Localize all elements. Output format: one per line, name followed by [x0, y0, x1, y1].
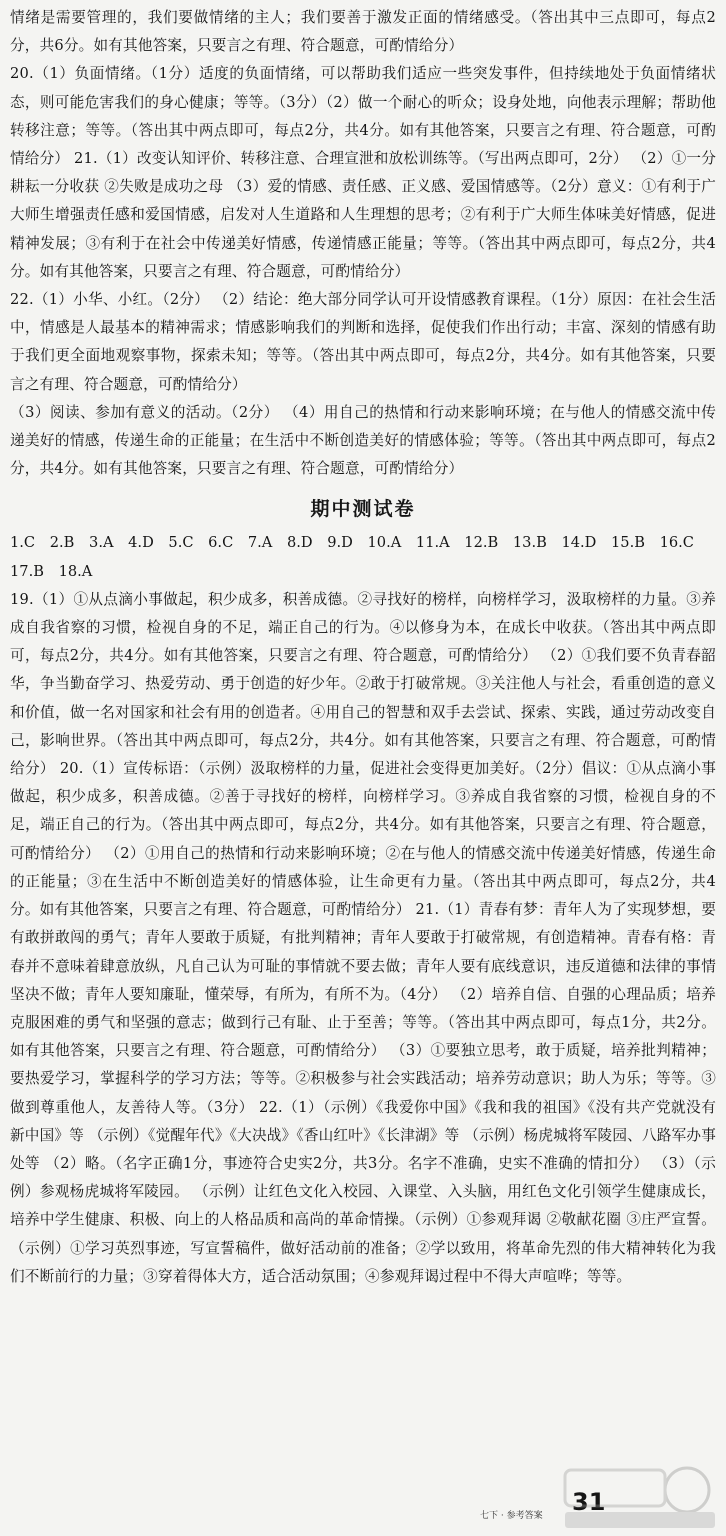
section-title: 期中测试卷 — [310, 498, 416, 521]
choice-answer: 12.B — [464, 534, 499, 552]
answer-page — [10, 4, 716, 1291]
multiple-choice-answers — [10, 529, 716, 585]
choice-answer: 2.B — [49, 534, 75, 552]
choice-answer: 13.B — [512, 534, 547, 552]
choice-answer: 14.D — [561, 534, 597, 552]
choice-answer: 11.A — [415, 534, 450, 552]
answer-paragraph: 22.（1）小华、小红。（2分） （2）结论：绝大部分同学认可开设情感教育课程。（1分）原因：在社会生活中，情感是人最基本的精神需求；情感影响我们的判断和选择，促使我们作出行动；丰富、深刻的情感有助于我们更全面地观察事物，探索未知；等等。（答出其中两点即可，每点2分，共4分。如有其他答案，只要言之有理、符合题意，可酌情给分） — [10, 291, 716, 393]
choice-answer: 17.B — [10, 562, 44, 580]
footer-label: 七下 · 参考答案 — [480, 1511, 543, 1521]
answer-paragraph: 20.（1）负面情绪。（1分）适度的负面情绪，可以帮助我们适应一些突发事件，但持续地处于负面情绪状态，则可能危害我们的身心健康；等等。（3分）（2）做一个耐心的听众；设身处地，向他表示理解；帮助他转移注意；等等。（答出其中两点即可，每点2分，共4分。如有其他答案，只要言之有理、符合题意，可酌情给分） 21.（1）改变认知评价、转移注意、合理宣泄和放松训练等。（写出两点即可，2分） （2）①一分耕耘一分收获 ②失败是成功之母 （3）爱的情感、责任感、正义感、爱国情感等。（2分）意义：①有利于广大师生增强责任感和爱国情感，启发对人生道路和人生理想的思考；②有利于广大师生体味美好情感，促进精神发展；③有利于在社会中传递美好情感，传递情感正能量；等等。（答出其中两点即可，每点2分，共4分。如有其他答案，只要言之有理、符合题意，可酌情给分） — [10, 65, 716, 280]
choice-answer: 8.D — [286, 534, 313, 552]
choice-answer: 3.A — [89, 534, 114, 552]
choice-answer: 7.A — [247, 534, 273, 552]
answer-paragraph: （3）阅读、参加有意义的活动。（2分） （4）用自己的热情和行动来影响环境；在与他人的情感交流中传递美好的情感，传递生命的正能量；在生活中不断创造美好的情感体验；等等。（答出其中两点即可，每点2分，共4分。如有其他答案，只要言之有理、符合题意，可酌情给分） — [10, 403, 716, 478]
choice-answer: 1.C — [10, 534, 36, 552]
choice-answer: 5.C — [168, 534, 194, 552]
page-number: 31 — [572, 1488, 606, 1516]
choice-answer: 6.C — [208, 534, 234, 552]
choice-answer: 4.D — [128, 534, 154, 552]
choice-answer: 15.B — [611, 534, 645, 552]
choice-answer: 16.C — [659, 534, 694, 552]
choice-answer: 9.D — [327, 534, 353, 552]
choice-answer: 10.A — [367, 534, 402, 552]
answer-paragraph: 情绪是需要管理的，我们要做情绪的主人；我们要善于激发正面的情绪感受。（答出其中三点即可，每点2分，共6分。如有其他答案，只要言之有理、符合题意，可酌情给分） — [10, 9, 716, 55]
answer-paragraph: 19.（1）①从点滴小事做起，积少成多，积善成德。②寻找好的榜样，向榜样学习，汲取榜样的力量。③养成自我省察的习惯，检视自身的不足，端正自己的行为。④以修身为本，在成长中收获。（答出其中两点即可，每点2分，共4分。如有其他答案，只要言之有理、符合题意，可酌情给分） （2）①我们要不负青春韶华，争当勤奋学习、热爱劳动、勇于创造的好少年。②敢于打破常规。③关注他人与社会，看重创造的意义和价值，做一名对国家和社会有用的创造者。④用自己的智慧和双手去尝试、探索、实践，通过劳动改变自己，影响世界。（答出其中两点即可，每点2分，共4分。如有其他答案，只要言之有理、符合题意，可酌情给分） 20.（1）宣传标语：（示例）汲取榜样的力量，促进社会变得更加美好。（2分）倡议：①从点滴小事做起，积少成多，积善成德。②善于寻找好的榜样，向榜样学习。③养成自我省察的习惯，检视自身的不足，端正自己的行为。（答出其中两点即可，每点2分，共4分。如有其他答案，只要言之有理、符合题意，可酌情给分） （2）①用自己的热情和行动来影响环境；②在与他人的情感交流中传递美好情感，传递生命的正能量；③在生活中不断创造美好的情感体验，让生命更有力量。（答出其中两点即可，每点2分，共4分。如有其他答案，只要言之有理、符合题意，可酌情给分） 21.（1）青春有梦：青年人为了实现梦想，要有敢拼敢闯的勇气；青年人要敢于质疑，有批判精神；青年人要敢于打破常规，有创造精神。青春有格：青春并不意味着肆意放纵，凡自己认为可耻的事情就不要去做；青年人要有底线意识，违反道德和法律的事情坚决不做；青年人要知廉耻，懂荣辱，有所为，有所不为。（4分） （2）培养自信、自强的心理品质；培养克服困难的勇气和坚强的意志；做到行己有耻、止于至善；等等。（答出其中两点即可，每点1分，共2分。如有其他答案，只要言之有理、符合题意，可酌情给分） （3）①要独立思考，敢于质疑，培养批判精神；要热爱学习，掌握科学的学习方法；等等。②积极参与社会实践活动；培养劳动意识；助人为乐；等等。③做到尊重他人，友善待人等。（3分） 22.（1）（示例）《我爱你中国》《我和我的祖国》《没有共产党就没有新中国》等 （示例）《觉醒年代》《大决战》《香山红叶》《长津湖》等 （示例）杨虎城将军陵园、八路军办事处等 （2）略。（名字正确1分，事迹符合史实2分，共3分。名字不准确，史实不准确的情扣分） （3）（示例）参观杨虎城将军陵园。 （示例）让红色文化入校园、入课堂、入头脑，用红色文化引领学生健康成长，培养中学生健康、积极、向上的人格品质和高尚的革命情操。（示例）①参观拜谒 ②敬献花圈 ③庄严宣誓。 （示例）①学习英烈事迹，写宣誓稿件，做好活动前的准备；②学以致用，将革命先烈的伟大精神转化为我们不断前行的力量；③穿着得体大方，适合活动氛围；④参观拜谒过程中不得大声喧哗；等等。 — [10, 590, 716, 1285]
choice-answer: 18.A — [58, 562, 93, 580]
watermark-logo-icon — [557, 1462, 722, 1532]
